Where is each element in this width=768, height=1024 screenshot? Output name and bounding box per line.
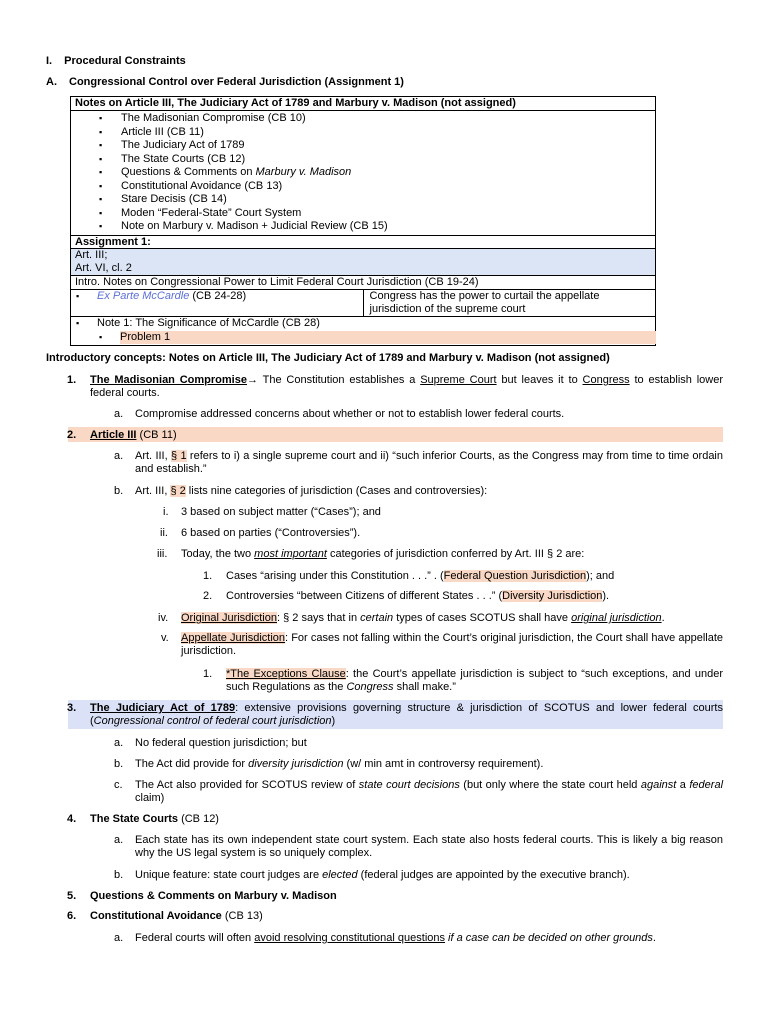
outline-table: [70, 96, 656, 346]
item-letter: b.: [114, 869, 124, 881]
case-cell: ▪ Ex Parte McCardle (CB 24-28): [71, 290, 364, 316]
item-letter: b.: [114, 758, 124, 770]
item-roman: ii.: [160, 527, 168, 539]
item-appellate-jurisdiction: Appellate Jurisdiction: For cases not falling within the Court’s original jurisdiction, the Court shall have appellate jurisdiction.: [181, 632, 723, 657]
list-item: ▪ The Madisonian Compromise (CB 10): [71, 112, 655, 126]
item-subject-matter: 3 based on subject matter (“Cases”); and: [181, 506, 381, 518]
item-letter: c.: [114, 779, 123, 791]
item-madisonian: The Madisonian Compromise→ The Constitution establishes a Supreme Court but leaves it to Congress to establish lower federal courts.: [90, 374, 724, 399]
item-roman: iv.: [158, 612, 169, 624]
intro-heading: Introductory concepts: Notes on Article III, The Judiciary Act of 1789 and Marbury v. Madison (not assigned): [46, 352, 610, 364]
item-letter: a.: [114, 737, 124, 749]
item-constitutional-avoidance: Constitutional Avoidance (CB 13): [90, 910, 263, 922]
case-row: [71, 290, 655, 317]
section-heading-a: A. Congressional Control over Federal Jurisdiction (Assignment 1): [46, 76, 404, 88]
item-letter: a.: [114, 408, 124, 420]
assignment-label: Assignment 1:: [71, 236, 655, 249]
item-diversity-act: The Act did provide for diversity jurisdiction (w/ min amt in controversy requirement).: [135, 758, 544, 770]
item-number: 1.: [67, 374, 77, 386]
item-federal-question: Cases “arising under this Constitution . . .” . (Federal Question Jurisdiction); and: [226, 570, 615, 582]
item-judiciary-act: The Judiciary Act of 1789: extensive provisions governing structure & jurisdiction of SCOTUS and lower federal courts (Congressional control of federal court jurisdiction): [90, 702, 723, 727]
item-parties: 6 based on parties (“Controversies”).: [181, 527, 361, 539]
item-letter: a.: [114, 450, 124, 462]
problem-row: [71, 331, 655, 345]
item-roman: v.: [161, 632, 169, 644]
item-number: 3.: [67, 702, 77, 714]
list-item: ▪ Constitutional Avoidance (CB 13): [71, 180, 655, 194]
item-scotus-review: The Act also provided for SCOTUS review of state court decisions (but only where the state court held against a federal claim): [135, 779, 724, 804]
bullet-icon: ▪: [76, 317, 80, 328]
item-state-courts: The State Courts (CB 12): [90, 813, 219, 825]
bullet-icon: ▪: [99, 331, 103, 342]
item-number: 1.: [203, 570, 213, 582]
list-item: ▪ Article III (CB 11): [71, 126, 655, 140]
item-avoid-questions: Federal courts will often avoid resolving constitutional questions if a case can be decided on other grounds.: [135, 932, 656, 944]
item-most-important: Today, the two most important categories of jurisdiction conferred by Art. III § 2 are:: [181, 548, 585, 560]
item-number: 2.: [67, 429, 77, 441]
item-letter: b.: [114, 485, 124, 497]
bullet-icon: ▪: [76, 290, 80, 301]
note-row: [71, 317, 655, 345]
problem-label: Problem 1: [120, 331, 656, 344]
assignment-item: Art. III;: [75, 248, 108, 261]
item-exceptions-clause: *The Exceptions Clause: the Court’s appellate jurisdiction is subject to “such exceptions, and under such Regulations as the Congress shall make.”: [226, 668, 723, 693]
item-number: 6.: [67, 910, 77, 922]
item-elected-judges: Unique feature: state court judges are elected (federal judges are appointed by the executive branch).: [135, 869, 630, 881]
case-link[interactable]: Ex Parte McCardle: [97, 289, 190, 302]
item-article-iii: Article III (CB 11): [90, 429, 177, 441]
item-letter: a.: [114, 834, 124, 846]
case-holding: Congress has the power to curtail the appellate jurisdiction of the supreme court: [369, 289, 600, 315]
list-item: ▪ The Judiciary Act of 1789: [71, 139, 655, 153]
item-state-system: Each state has its own independent state court system. Each state also hosts federal courts. This is likely a big reason why the US legal system is so uniquely complex.: [135, 834, 723, 859]
assignment-items: [71, 249, 655, 276]
table-header: Notes on Article III, The Judiciary Act of 1789 and Marbury v. Madison (not assigned): [71, 97, 655, 111]
item-letter: a.: [114, 932, 124, 944]
section-heading-i: I. Procedural Constraints: [46, 55, 186, 67]
item-sec1: Art. III, § 1 refers to i) a single supreme court and ii) “such inferior Courts, as the Congress may from time to time ordain and establish.”: [135, 450, 723, 475]
item-number: 1.: [203, 668, 213, 680]
item-sec2: Art. III, § 2 lists nine categories of jurisdiction (Cases and controversies):: [135, 485, 488, 497]
list-item: ▪ Note on Marbury v. Madison + Judicial Review (CB 15): [71, 220, 655, 234]
item-diversity: Controversies “between Citizens of different States . . .” (Diversity Jurisdiction).: [226, 590, 610, 602]
item-number: 5.: [67, 890, 77, 902]
item-original-jurisdiction: Original Jurisdiction: § 2 says that in certain types of cases SCOTUS shall have original jurisdiction.: [181, 612, 665, 624]
item-no-fq: No federal question jurisdiction; but: [135, 737, 307, 749]
assignment-item: Art. VI, cl. 2: [75, 261, 132, 274]
item-number: 4.: [67, 813, 77, 825]
list-item: ▪ Stare Decisis (CB 14): [71, 193, 655, 207]
item-compromise-note: Compromise addressed concerns about whether or not to establish lower federal courts.: [135, 408, 565, 420]
item-questions-marbury: Questions & Comments on Marbury v. Madison: [90, 890, 337, 902]
intro-row: Intro. Notes on Congressional Power to Limit Federal Court Jurisdiction (CB 19-24): [71, 276, 655, 290]
list-item: ▪ Moden “Federal-State” Court System: [71, 207, 655, 221]
item-roman: iii.: [157, 548, 168, 560]
table-bullets: [71, 111, 655, 236]
note1: ▪ Note 1: The Significance of McCardle (CB 28): [76, 316, 320, 329]
list-item: ▪ The State Courts (CB 12): [71, 153, 655, 167]
item-roman: i.: [163, 506, 169, 518]
item-number: 2.: [203, 590, 213, 602]
list-item: ▪ Questions & Comments on Marbury v. Madison: [71, 166, 655, 180]
